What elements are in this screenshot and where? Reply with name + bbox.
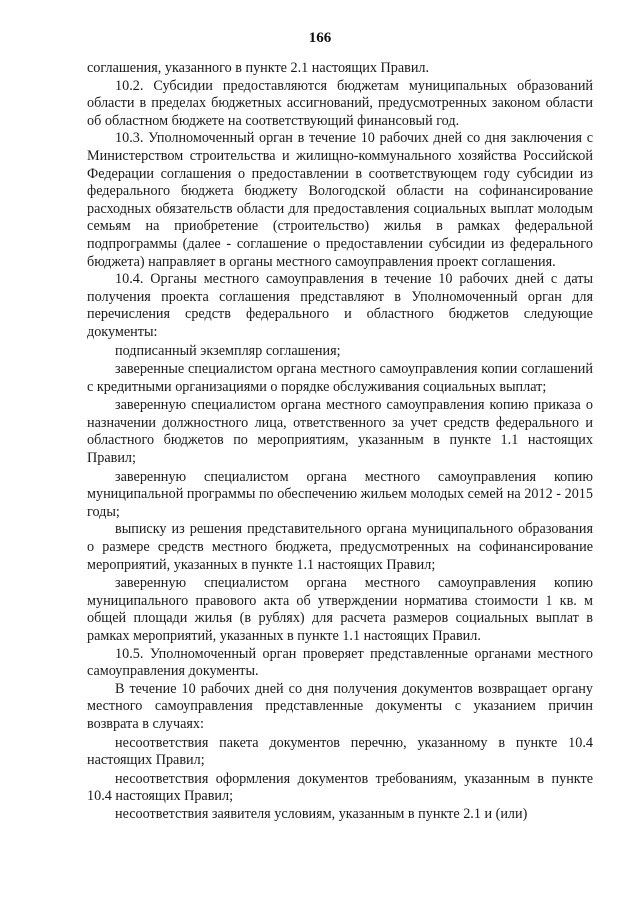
paragraph-continuation: соглашения, указанного в пункте 2.1 настоящих Правил. — [87, 60, 430, 76]
list-item-signed-copy: подписанный экземпляр соглашения; — [115, 342, 341, 359]
list-item-order-copy: заверенную специалистом органа местного самоуправления копию приказа о назначении должностного лица, ответственного за учет средств федерального и областного бюджетов по мероприятиям, указанным в пункте 1.1 настоящих Правил; — [87, 397, 593, 467]
document-body — [87, 60, 593, 824]
paragraph-return-docs: В течение 10 рабочих дней со дня получения документов возвращает органу местного самоуправления представленные документы с указанием причин возврата в случаях: — [87, 680, 593, 732]
page-number: 166 — [308, 30, 332, 46]
list-item-decision-extract: выписку из решения представительного органа муниципального образования о размере средств местного бюджета, предусмотренных на софинансирование мероприятий, указанных в пункте 1.1 настоящих Правил; — [87, 521, 593, 573]
paragraph-10-3: 10.3. Уполномоченный орган в течение 10 рабочих дней со дня заключения с Министерством строительства и жилищно-коммунального хозяйства Российской Федерации соглашения о предоставлении в соответствующем году субсидии из федерального бюджета бюджету Вологодской области на софинансирование расходных обязательств области для предоставления социальных выплат молодым семьям на приобретение (строительство) жилья в рамках федеральной подпрограммы (далее - соглашение о предоставлении субсидии из федерального бюджета) направляет в органы местного самоуправления проект соглашения. — [87, 130, 593, 270]
list-item-norm-act-copy: заверенную специалистом органа местного самоуправления копию муниципального правового акта об утверждении норматива стоимости 1 кв. м общей площади жилья (в рублях) для расчета размеров социальных выплат в рамках мероприятий, указанных в пункте 1.1 настоящих Правил. — [87, 575, 593, 644]
list-item-mismatch-format: несоответствия оформления документов требованиям, указанным в пункте 10.4 настоящих Правил; — [87, 770, 593, 805]
list-item-program-copy: заверенную специалистом органа местного самоуправления копию муниципальной программы по обеспечению жильем молодых семей на 2012 - 2015 годы; — [87, 468, 593, 520]
list-item-mismatch-list: несоответствия пакета документов перечню, указанному в пункте 10.4 настоящих Правил; — [87, 734, 593, 769]
paragraph-10-5: 10.5. Уполномоченный орган проверяет представленные органами местного самоуправления документы. — [87, 645, 593, 680]
list-item-credit-agreements: заверенные специалистом органа местного самоуправления копии соглашений с кредитными организациями о порядке обслуживания социальных выплат; — [87, 361, 593, 395]
paragraph-10-2: 10.2. Субсидии предоставляются бюджетам муниципальных образований области в пределах бюджетных ассигнований, предусмотренных законом области об областном бюджете на соответствующий финансовый год. — [87, 77, 593, 129]
list-item-mismatch-applicant: несоответствия заявителя условиям, указанным в пункте 2.1 и (или) — [115, 805, 528, 822]
paragraph-10-4: 10.4. Органы местного самоуправления в течение 10 рабочих дней с даты получения проекта соглашения представляют в Уполномоченный орган для перечисления средств федерального и областного бюджетов следующие документы: — [87, 271, 593, 340]
